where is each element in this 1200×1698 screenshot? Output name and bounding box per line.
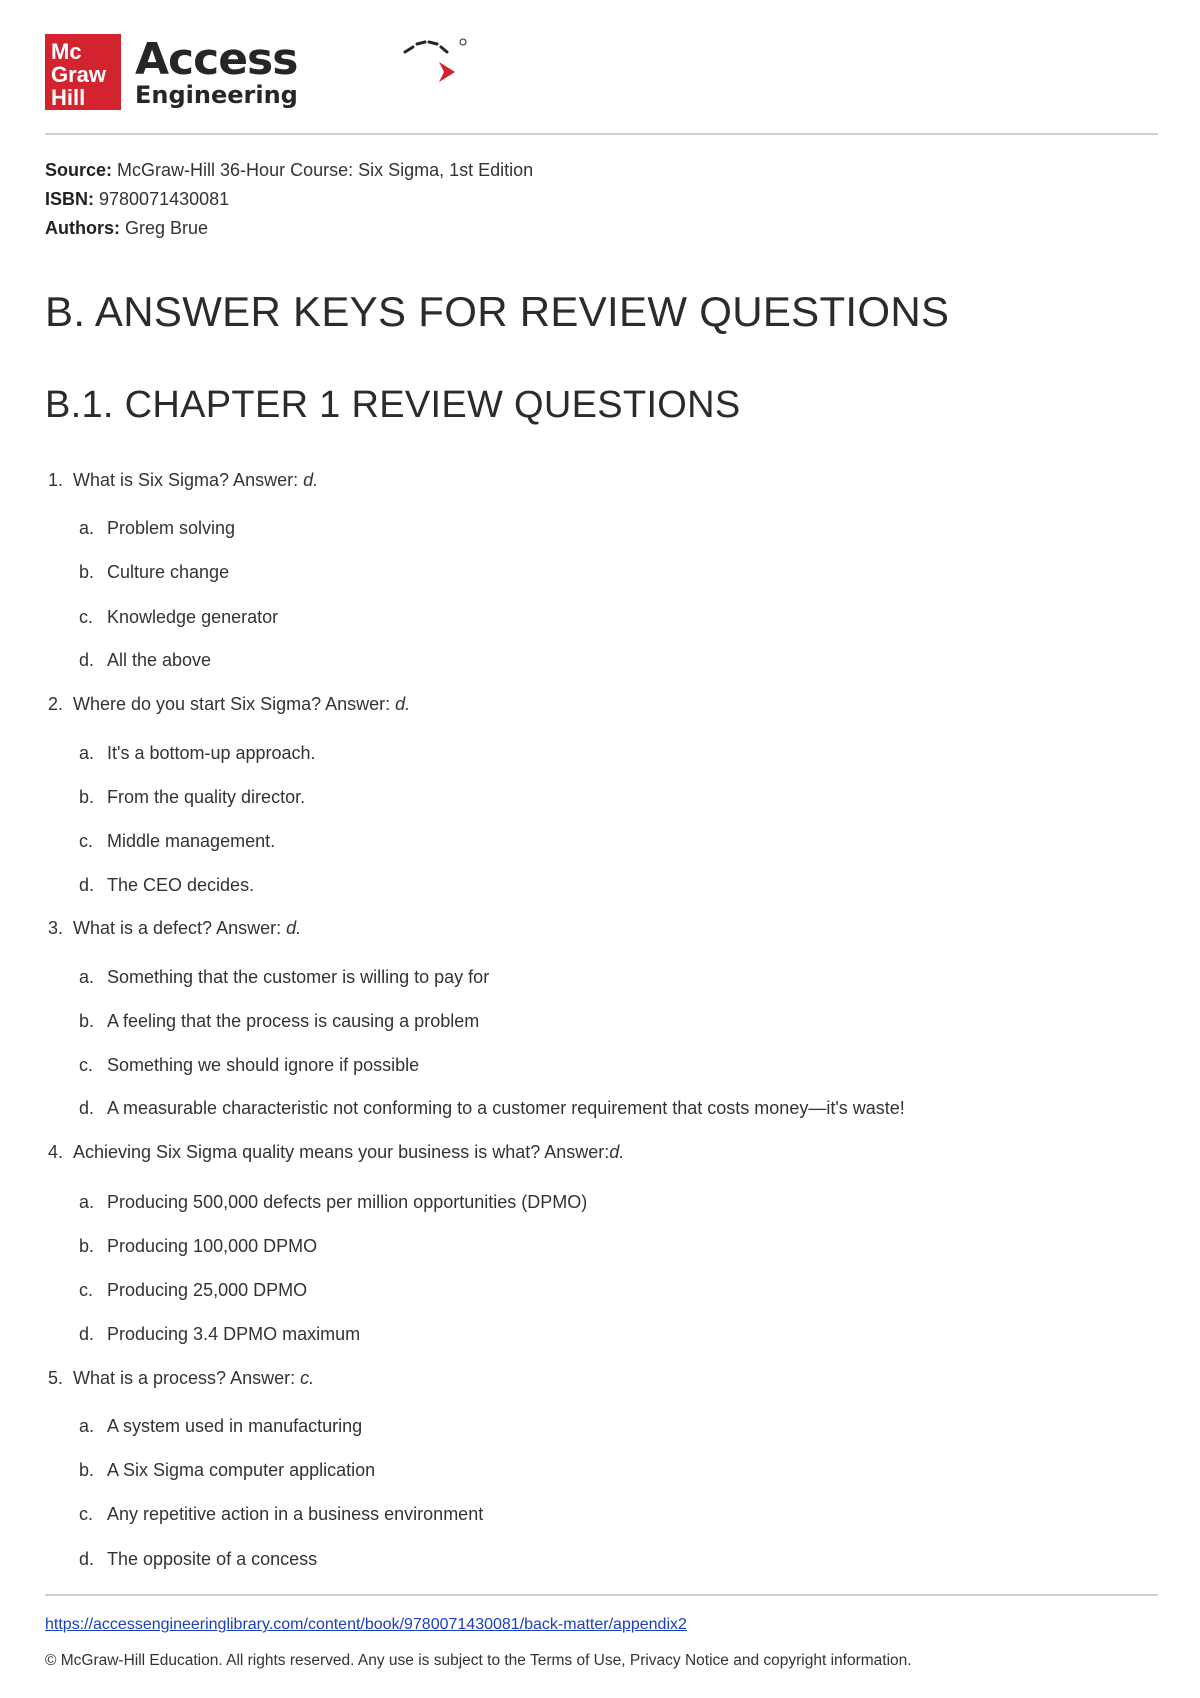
option-letter: c. [79, 1504, 94, 1524]
logo-word-access: Access [135, 34, 298, 85]
option-text: Producing 25,000 DPMO [107, 1280, 308, 1300]
logo-line: Graw [51, 62, 107, 87]
option-letter: c. [79, 1280, 94, 1300]
source-url-link[interactable]: https://accessengineeringlibrary.com/content/book/9780071430081/back-matter/appendix2 [45, 1616, 687, 1633]
access-engineering-logo [135, 34, 298, 109]
option-text: Problem solving [107, 518, 236, 538]
option-text: Something we should ignore if possible [107, 1055, 420, 1075]
option-letter: c. [79, 1055, 94, 1075]
option-letter: d. [79, 650, 95, 670]
question-number: 3. [48, 918, 64, 938]
question-item [48, 1368, 314, 1389]
source-value: McGraw-Hill 36-Hour Course: Six Sigma, 1st Edition [117, 160, 534, 180]
option-text: The opposite of a concess [107, 1549, 318, 1569]
authors-label: Authors: [45, 218, 120, 238]
option-text: It's a bottom-up approach. [107, 743, 316, 763]
option-text: A Six Sigma computer application [107, 1460, 376, 1480]
option-item [79, 1280, 307, 1301]
option-text: Producing 500,000 defects per million opportunities (DPMO) [107, 1192, 588, 1212]
logo-word-engineering: Engineering [135, 81, 298, 109]
logo-line: Mc [51, 39, 82, 64]
question-item [48, 918, 301, 939]
option-text: A system used in manufacturing [107, 1416, 363, 1436]
option-item [79, 743, 316, 764]
option-item [79, 875, 254, 896]
option-item [79, 518, 235, 539]
option-text: From the quality director. [107, 787, 306, 807]
option-letter: a. [79, 1192, 95, 1212]
option-letter: b. [79, 562, 95, 582]
option-letter: b. [79, 1460, 95, 1480]
question-text: What is Six Sigma? Answer: [73, 470, 304, 490]
option-item [79, 1192, 587, 1213]
option-letter: d. [79, 1098, 95, 1118]
option-item [79, 787, 305, 808]
option-letter: d. [79, 1324, 95, 1344]
option-letter: c. [79, 831, 94, 851]
source-line [45, 156, 533, 185]
option-letter: a. [79, 518, 95, 538]
option-item [79, 1504, 483, 1525]
header [45, 34, 1158, 114]
question-text: Where do you start Six Sigma? Answer: [73, 694, 396, 714]
source-label: Source: [45, 160, 113, 180]
question-answer: d. [286, 918, 302, 938]
question-answer: d. [395, 694, 411, 714]
option-letter: a. [79, 1416, 95, 1436]
option-item [79, 1549, 317, 1570]
option-text: Any repetitive action in a business environment [107, 1504, 484, 1524]
question-number: 5. [48, 1368, 64, 1388]
question-text: What is a defect? Answer: [73, 918, 287, 938]
access-arrow-icon [397, 38, 467, 98]
option-letter: b. [79, 1011, 95, 1031]
isbn-line [45, 185, 533, 214]
option-text: All the above [107, 650, 212, 670]
authors-line [45, 214, 533, 243]
header-divider [45, 133, 1158, 135]
option-item [79, 1098, 905, 1119]
copyright-notice: © McGraw-Hill Education. All rights reserved. Any use is subject to the Terms of Use, Privacy Notice and copyright information. [45, 1652, 912, 1669]
option-letter: d. [79, 1549, 95, 1569]
question-item [48, 470, 318, 491]
option-text: Knowledge generator [107, 607, 279, 627]
option-item [79, 1236, 317, 1257]
question-number: 2. [48, 694, 64, 714]
option-text: Middle management. [107, 831, 276, 851]
option-text: Producing 3.4 DPMO maximum [107, 1324, 361, 1344]
authors-value: Greg Brue [125, 218, 209, 238]
option-item [79, 1416, 362, 1437]
question-answer: d. [609, 1142, 625, 1162]
option-item [79, 607, 278, 628]
option-item [79, 1055, 419, 1076]
option-letter: b. [79, 1236, 95, 1256]
footer-divider [45, 1594, 1158, 1596]
question-item [48, 1142, 624, 1163]
isbn-value: 9780071430081 [99, 189, 230, 209]
question-number: 4. [48, 1142, 64, 1162]
option-letter: b. [79, 787, 95, 807]
option-item [79, 831, 275, 852]
option-text: Something that the customer is willing to pay for [107, 967, 490, 987]
option-letter: d. [79, 875, 95, 895]
document-title: B. ANSWER KEYS FOR REVIEW QUESTIONS [45, 288, 950, 335]
option-letter: a. [79, 967, 95, 987]
question-text: Achieving Six Sigma quality means your business is what? Answer: [73, 1142, 610, 1162]
question-number: 1. [48, 470, 64, 490]
option-text: A measurable characteristic not conforming to a customer requirement that costs money—it's waste! [107, 1098, 905, 1118]
section-title: B.1. CHAPTER 1 REVIEW QUESTIONS [45, 384, 741, 426]
mcgraw-hill-logo [45, 34, 121, 110]
isbn-label: ISBN: [45, 189, 94, 209]
option-item [79, 562, 229, 583]
option-item [79, 1324, 360, 1345]
option-item [79, 1011, 479, 1032]
option-text: Culture change [107, 562, 230, 582]
question-item [48, 694, 410, 715]
option-text: The CEO decides. [107, 875, 255, 895]
option-item [79, 1460, 375, 1481]
logo-line: Hill [51, 85, 86, 110]
option-item [79, 967, 489, 988]
option-text: A feeling that the process is causing a problem [107, 1011, 480, 1031]
option-letter: a. [79, 743, 95, 763]
source-info [45, 156, 533, 243]
option-text: Producing 100,000 DPMO [107, 1236, 318, 1256]
question-answer: d. [303, 470, 319, 490]
question-text: What is a process? Answer: [73, 1368, 301, 1388]
question-answer: c. [300, 1368, 315, 1388]
option-item [79, 650, 211, 671]
option-letter: c. [79, 607, 94, 627]
